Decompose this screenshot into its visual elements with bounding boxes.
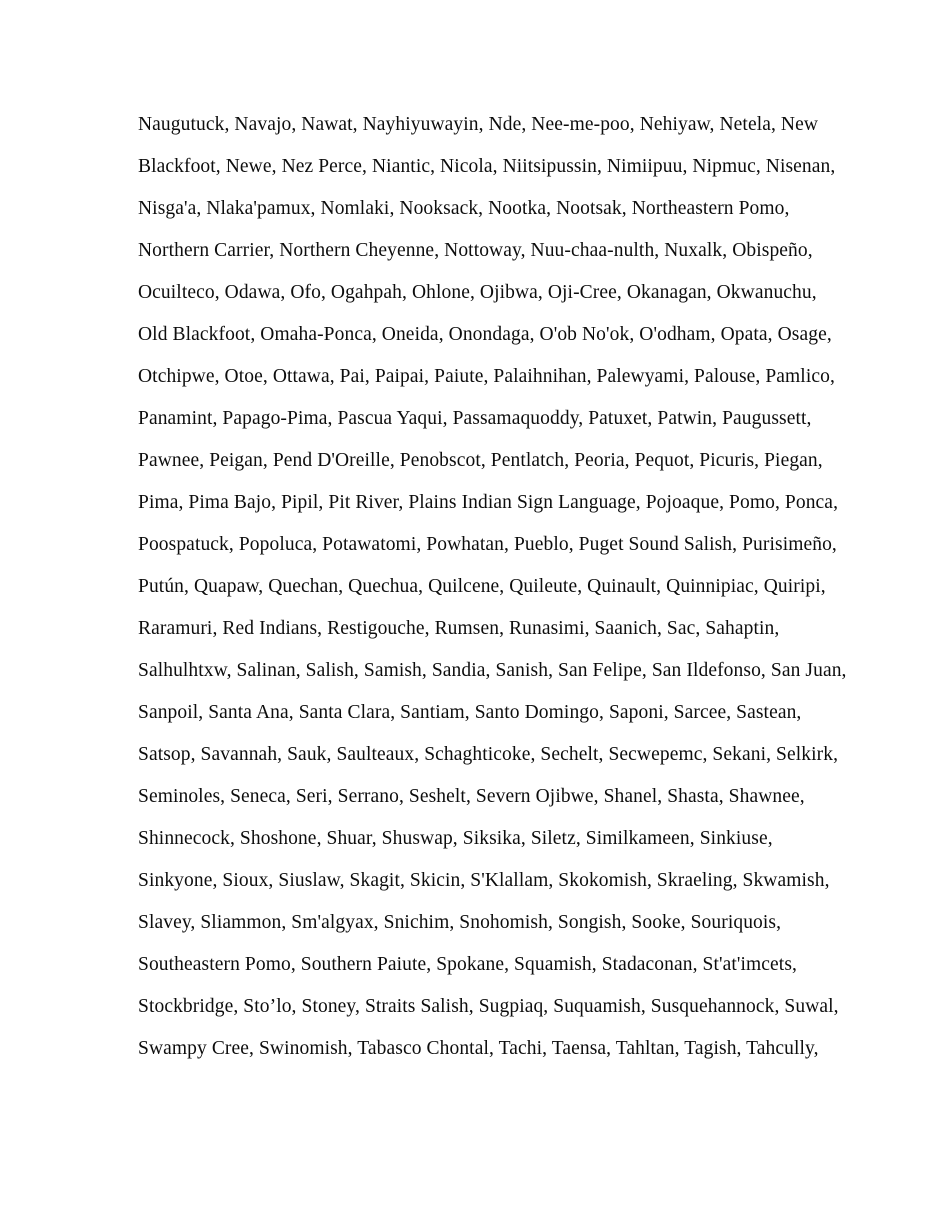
document-line: Stockbridge, Sto’lo, Stoney, Straits Salish, Sugpiaq, Suquamish, Susquehannock, Suwal, bbox=[138, 996, 839, 1017]
document-line: Naugutuck, Navajo, Nawat, Nayhiyuwayin, Nde, Nee-me-poo, Nehiyaw, Netela, New bbox=[138, 114, 819, 135]
document-line: Nisga'a, Nlaka'pamux, Nomlaki, Nooksack, Nootka, Nootsak, Northeastern Pomo, bbox=[138, 198, 790, 219]
document-line: Putún, Quapaw, Quechan, Quechua, Quilcene, Quileute, Quinault, Quinnipiac, Quiripi, bbox=[138, 576, 826, 597]
document-line: Pima, Pima Bajo, Pipil, Pit River, Plains Indian Sign Language, Pojoaque, Pomo, Ponca, bbox=[138, 492, 839, 513]
document-line: Northern Carrier, Northern Cheyenne, Nottoway, Nuu-chaa-nulth, Nuxalk, Obispeño, bbox=[138, 240, 813, 261]
document-line: Seminoles, Seneca, Seri, Serrano, Seshelt, Severn Ojibwe, Shanel, Shasta, Shawnee, bbox=[138, 786, 805, 807]
document-line: Salhulhtxw, Salinan, Salish, Samish, Sandia, Sanish, San Felipe, San Ildefonso, San Juan, bbox=[138, 660, 847, 681]
document-line: Poospatuck, Popoluca, Potawatomi, Powhatan, Pueblo, Puget Sound Salish, Purisimeño, bbox=[138, 534, 837, 555]
document-line: Raramuri, Red Indians, Restigouche, Rumsen, Runasimi, Saanich, Sac, Sahaptin, bbox=[138, 618, 780, 639]
document-line: Southeastern Pomo, Southern Paiute, Spokane, Squamish, Stadaconan, St'at'imcets, bbox=[138, 954, 797, 975]
document-line: Otchipwe, Otoe, Ottawa, Pai, Paipai, Paiute, Palaihnihan, Palewyami, Palouse, Pamlico, bbox=[138, 366, 835, 387]
document-line: Shinnecock, Shoshone, Shuar, Shuswap, Siksika, Siletz, Similkameen, Sinkiuse, bbox=[138, 828, 773, 849]
document-line: Swampy Cree, Swinomish, Tabasco Chontal, Tachi, Taensa, Tahltan, Tagish, Tahcully, bbox=[138, 1038, 819, 1059]
document-line: Slavey, Sliammon, Sm'algyax, Snichim, Snohomish, Songish, Sooke, Souriquois, bbox=[138, 912, 782, 933]
document-line: Sanpoil, Santa Ana, Santa Clara, Santiam, Santo Domingo, Saponi, Sarcee, Sastean, bbox=[138, 702, 802, 723]
document-line: Pawnee, Peigan, Pend D'Oreille, Penobscot, Pentlatch, Peoria, Pequot, Picuris, Piegan, bbox=[138, 450, 823, 471]
document-line: Blackfoot, Newe, Nez Perce, Niantic, Nicola, Niitsipussin, Nimiipuu, Nipmuc, Nisenan, bbox=[138, 156, 836, 177]
document-line: Panamint, Papago-Pima, Pascua Yaqui, Passamaquoddy, Patuxet, Patwin, Paugussett, bbox=[138, 408, 812, 429]
document-body-text bbox=[138, 104, 847, 1070]
document-line: Old Blackfoot, Omaha-Ponca, Oneida, Onondaga, O'ob No'ok, O'odham, Opata, Osage, bbox=[138, 324, 832, 345]
document-line: Ocuilteco, Odawa, Ofo, Ogahpah, Ohlone, Ojibwa, Oji-Cree, Okanagan, Okwanuchu, bbox=[138, 282, 817, 303]
document-line: Satsop, Savannah, Sauk, Saulteaux, Schaghticoke, Sechelt, Secwepemc, Sekani, Selkirk, bbox=[138, 744, 839, 765]
document-line: Sinkyone, Sioux, Siuslaw, Skagit, Skicin, S'Klallam, Skokomish, Skraeling, Skwamish, bbox=[138, 870, 830, 891]
